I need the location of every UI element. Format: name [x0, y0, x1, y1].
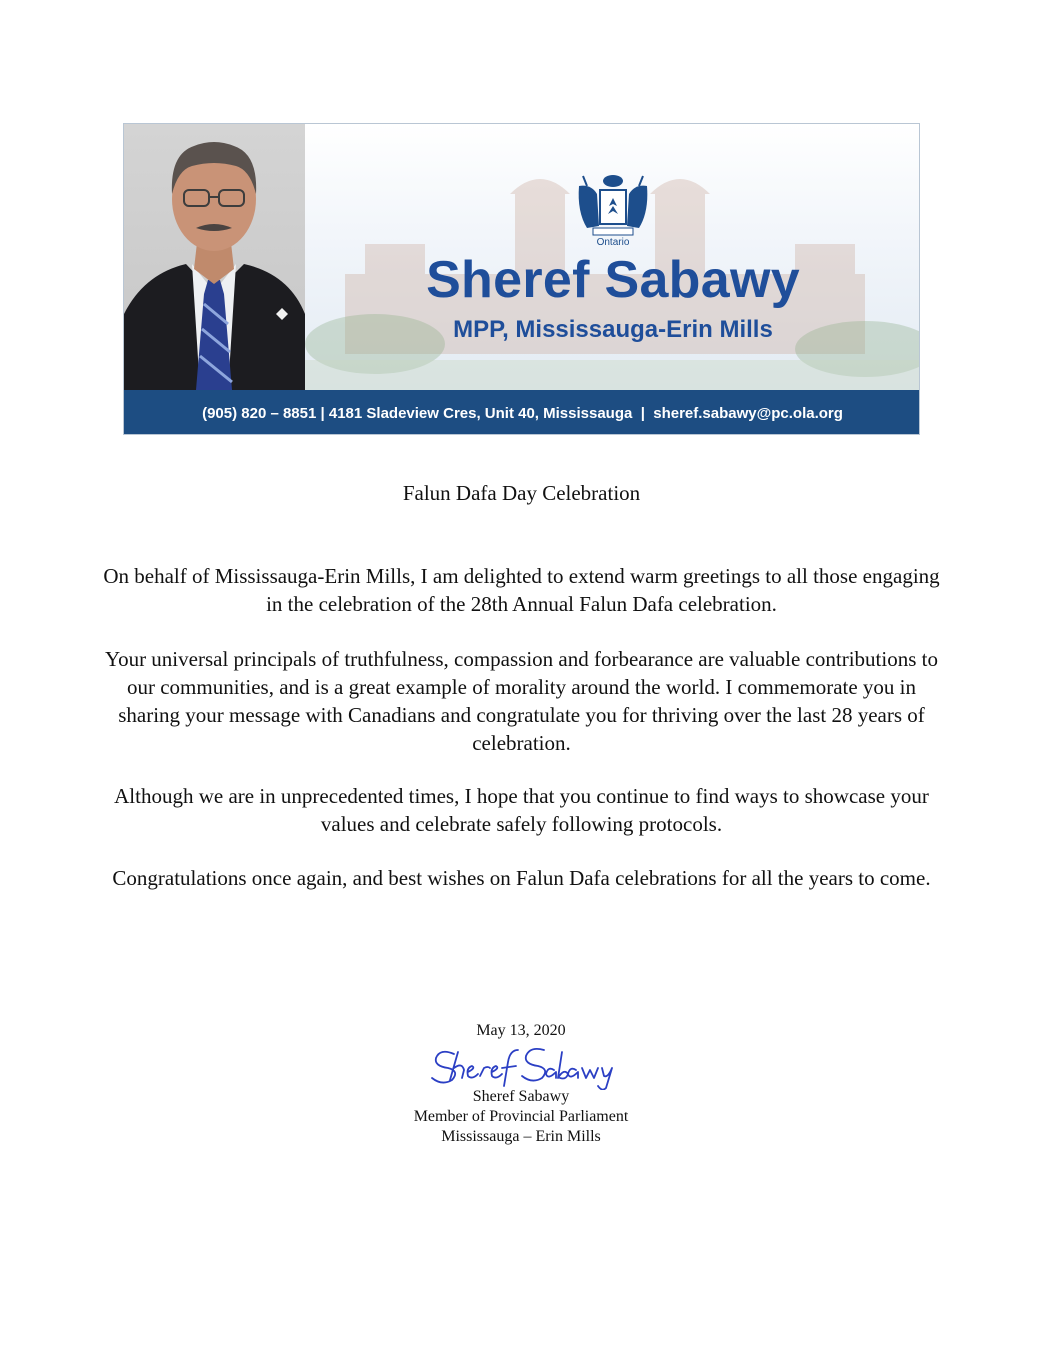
body-paragraph-1: On behalf of Mississauga-Erin Mills, I am delighted to extend warm greetings to all those engaging in the celebration of the 28th Annual Falun Dafa celebration. [103, 564, 940, 616]
ontario-wordmark: Ontario [596, 237, 630, 248]
signatory-name: Sheref Sabawy [472, 1088, 570, 1105]
body-paragraph-3: Although we are in unprecedented times, I hope that you continue to find ways to showcase your values and celebrate safely following protocols. [114, 784, 929, 836]
body-paragraph-2: Your universal principals of truthfulness, compassion and forbearance are valuable contributions to our communities, and is a great example of morality around the world. I commemorate you in sharing your message with Canadians and congratulate you for thriving over the last 28 years of celebration. [105, 647, 938, 755]
contact-info-bar: (905) 820 – 8851 | 4181 Sladeview Cres, Unit 40, Mississauga | sheref.sabawy@pc.ola.org [124, 390, 920, 435]
document-title: Falun Dafa Day Celebration [402, 481, 641, 505]
mpp-name-heading: Sheref Sabawy [426, 251, 800, 309]
mpp-portrait-photo [124, 124, 305, 390]
ontario-coat-of-arms-icon [573, 172, 653, 238]
signatory-riding: Mississauga – Erin Mills [441, 1128, 601, 1145]
handwritten-signature [426, 1040, 616, 1090]
mpp-riding-subheading: MPP, Mississauga-Erin Mills [453, 316, 773, 343]
body-paragraph-4: Congratulations once again, and best wishes on Falun Dafa celebrations for all the years to come. [112, 866, 931, 890]
signatory-title: Member of Provincial Parliament [413, 1108, 629, 1125]
signature-date: May 13, 2020 [476, 1022, 566, 1039]
letterhead [123, 123, 920, 435]
legislature-banner [305, 124, 920, 390]
